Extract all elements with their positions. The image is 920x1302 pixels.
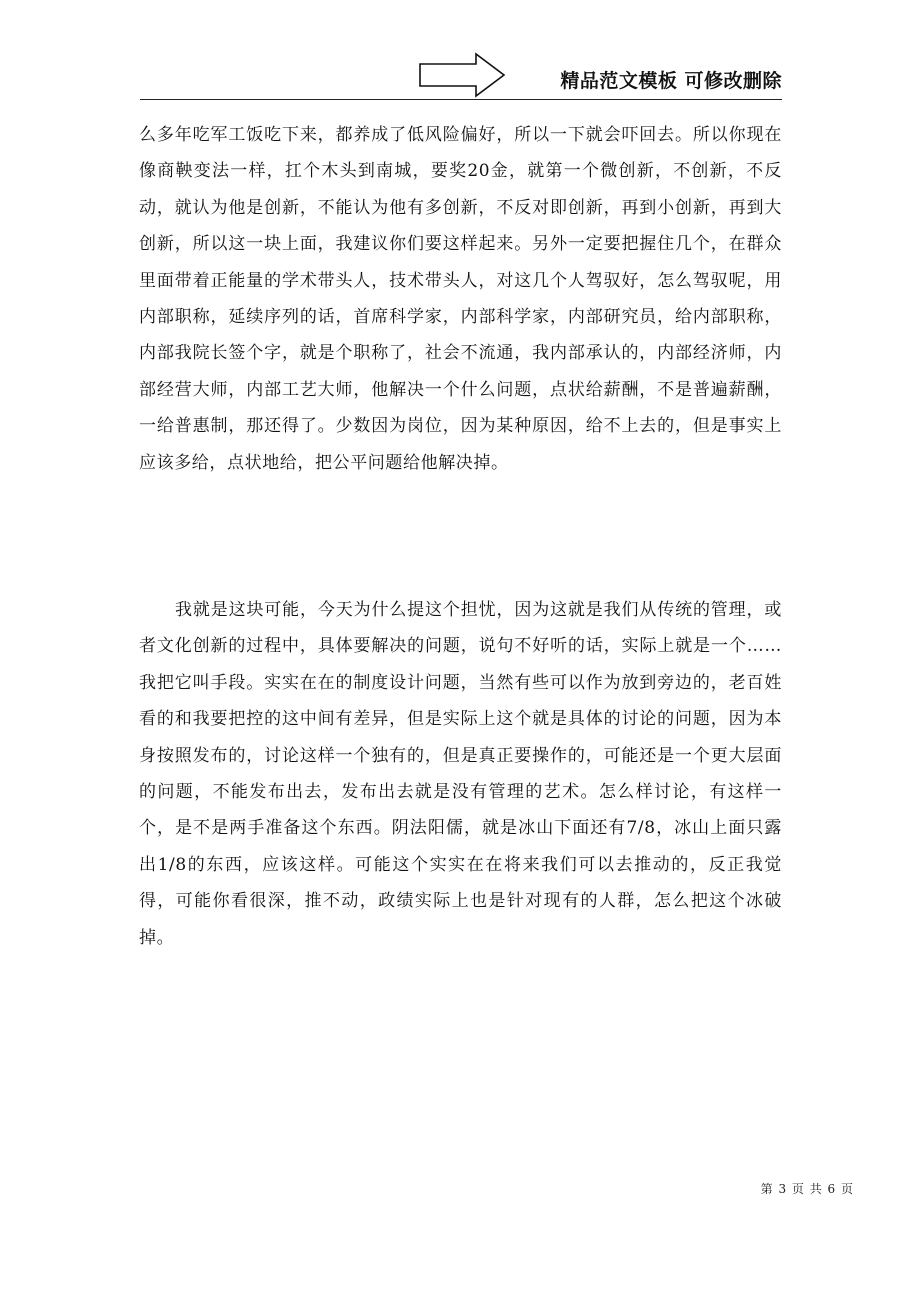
body-paragraph-1: 么多年吃军工饭吃下来，都养成了低风险偏好，所以一下就会吓回去。所以你现在像商鞅变法一样，扛个木头到南城，要奖20金，就第一个微创新，不创新，不反动，就认为他是创新，不能认为他有多创新，不反对即创新，再到小创新，再到大创新，所以这一块上面，我建议你们要这样起来。另外一定要把握住几个，在群众里面带着正能量的学术带头人，技术带头人，对这几个人驾驭好，怎么驾驭呢，用内部职称，延续序列的话，首席科学家，内部科学家，内部研究员，给内部职称，内部我院长签个字，就是个职称了，社会不流通，我内部承认的，内部经济师，内部经营大师，内部工艺大师，他解决一个什么问题，点状给薪酬，不是普遍薪酬，一给普惠制，那还得了。少数因为岗位，因为某种原因，给不上去的，但是事实上应该多给，点状地给，把公平问题给他解决掉。 bbox=[139, 125, 782, 473]
header-title: 精品范文模板 可修改删除 bbox=[560, 70, 782, 92]
page-number: 第 3 页 共 6 页 bbox=[760, 1182, 854, 1196]
right-arrow-outline-icon bbox=[418, 52, 506, 98]
header-divider bbox=[140, 99, 782, 100]
page-header bbox=[140, 52, 782, 98]
body-paragraph-2: 我就是这块可能，今天为什么提这个担忧，因为这就是我们从传统的管理，或者文化创新的过程中，具体要解决的问题，说句不好听的话，实际上就是一个……我把它叫手段。实实在在的制度设计问题，当然有些可以作为放到旁边的，老百姓看的和我要把控的这中间有差异，但是实际上这个就是具体的讨论的问题，因为本身按照发布的，讨论这样一个独有的，但是真正要操作的，可能还是一个更大层面的问题，不能发布出去，发布出去就是没有管理的艺术。怎么样讨论，有这样一个，是不是两手准备这个东西。阴法阳儒，就是冰山下面还有7/8，冰山上面只露出1/8的东西，应该这样。可能这个实实在在将来我们可以去推动的，反正我觉得，可能你看很深，推不动，政绩实际上也是针对现有的人群，怎么把这个冰破掉。 bbox=[139, 600, 782, 948]
